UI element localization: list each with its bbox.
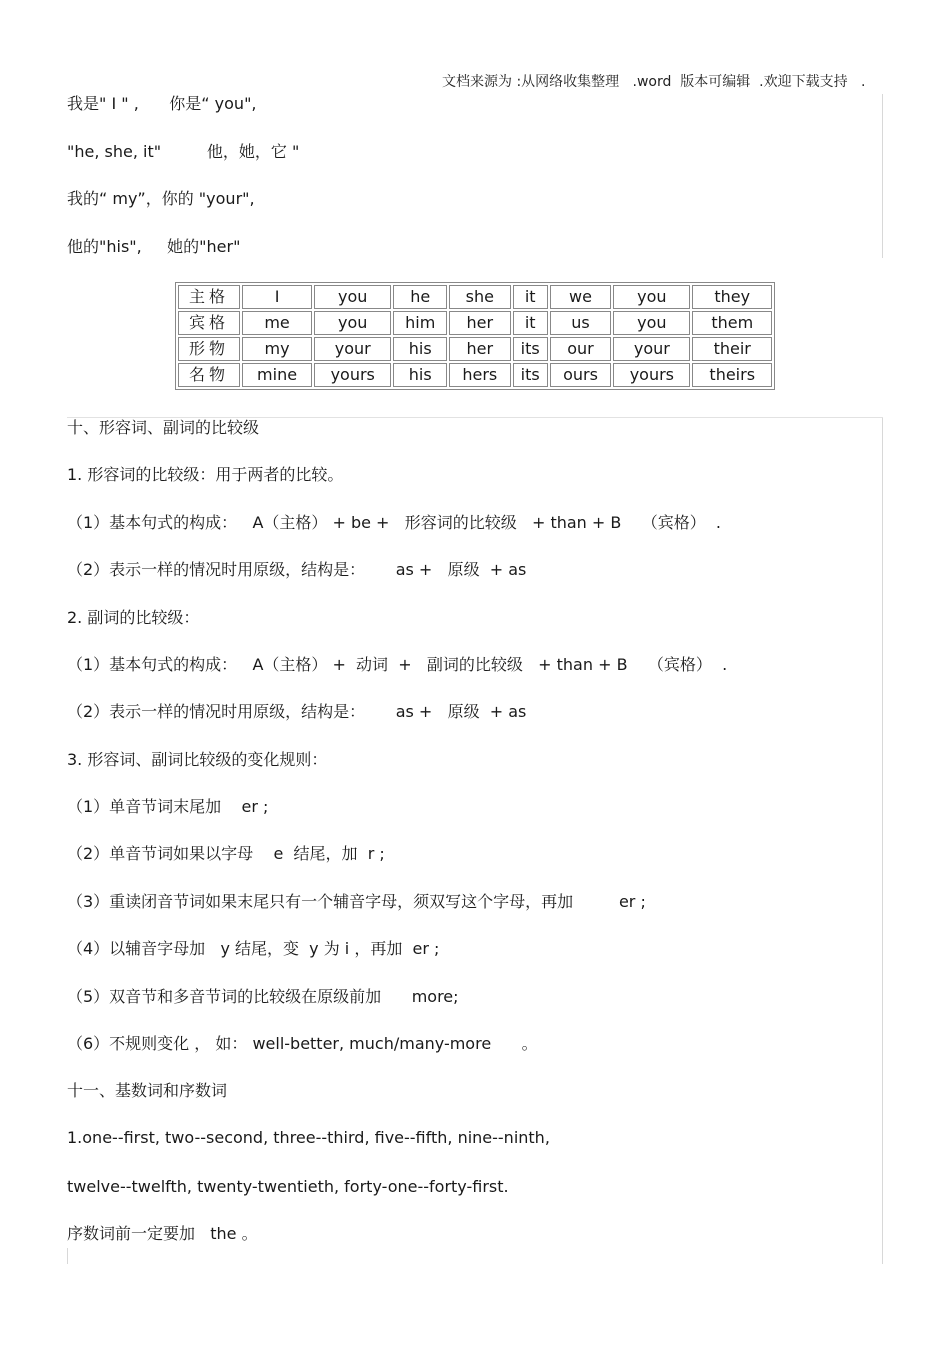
section-10-item-1-1: （1）基本句式的构成： A（主格） + be + 形容词的比较级 + than + B （宾格） . [67, 513, 721, 532]
table-cell: him [393, 311, 447, 335]
rule-5: （5）双音节和多音节词的比较级在原级前加 more; [67, 987, 459, 1006]
table-cell: your [613, 337, 690, 361]
intro-line-1: 我是" I " , 你是“ you", [67, 94, 257, 113]
section-10-item-2: 2. 副词的比较级： [67, 608, 200, 627]
table-cell: she [449, 285, 511, 309]
rule-4: （4）以辅音字母加 y 结尾，变 y 为 i ，再加 er ; [67, 939, 440, 958]
section-11-title: 十一、基数词和序数词 [67, 1081, 228, 1100]
row-label: 名物 [178, 363, 240, 387]
source-note: 文档来源为 :从网络收集整理 .word 版本可编辑 .欢迎下载支持 . [442, 74, 866, 90]
section-10-item-2-1: （1）基本句式的构成： A（主格） + 动词 + 副词的比较级 + than + B （宾格） . [67, 655, 728, 674]
row-label: 形物 [178, 337, 240, 361]
table-cell: me [242, 311, 312, 335]
table-cell: it [513, 285, 548, 309]
right-border-bottom [882, 418, 883, 1264]
section-11-item-2: 序数词前一定要加 the 。 [67, 1224, 258, 1243]
row-label: 主格 [178, 285, 240, 309]
table-cell: his [393, 337, 447, 361]
table-cell: his [393, 363, 447, 387]
table-cell: my [242, 337, 312, 361]
table-row [178, 363, 772, 387]
table-cell: yours [613, 363, 690, 387]
table-cell: you [613, 311, 690, 335]
table-cell: them [692, 311, 772, 335]
table-cell: mine [242, 363, 312, 387]
table-cell: you [613, 285, 690, 309]
table-cell: its [513, 363, 548, 387]
right-border-top [882, 94, 883, 258]
intro-line-2: "he, she, it" 他，她，它 " [67, 142, 300, 161]
table-cell: you [314, 285, 391, 309]
section-11-item-1b: twelve--twelfth, twenty-twentieth, forty-one--forty-first. [67, 1177, 509, 1196]
left-border-bottom [67, 1248, 68, 1264]
table-cell: her [449, 337, 511, 361]
table-row [178, 285, 772, 309]
table-cell: we [550, 285, 611, 309]
table-row [178, 311, 772, 335]
pronoun-table [175, 282, 775, 390]
table-cell: your [314, 337, 391, 361]
section-10-item-1-2: （2）表示一样的情况时用原级，结构是： as + 原级 + as [67, 560, 527, 579]
table-cell: he [393, 285, 447, 309]
table-cell: ours [550, 363, 611, 387]
row-label: 宾格 [178, 311, 240, 335]
table-cell: you [314, 311, 391, 335]
rule-1: （1）单音节词末尾加 er ; [67, 797, 269, 816]
section-10-title: 十、形容词、副词的比较级 [67, 418, 260, 437]
table-cell: I [242, 285, 312, 309]
intro-line-3: 我的“ my”，你的 "your", [67, 189, 255, 208]
table-cell: our [550, 337, 611, 361]
rule-2: （2）单音节词如果以字母 e 结尾，加 r ; [67, 844, 385, 863]
intro-line-4: 他的"his", 她的"her" [67, 237, 241, 256]
table-row [178, 337, 772, 361]
section-11-item-1a: 1.one--first, two--second, three--third, five--fifth, nine--ninth, [67, 1128, 550, 1147]
section-10-item-3: 3. 形容词、副词比较级的变化规则： [67, 750, 328, 769]
table-cell: yours [314, 363, 391, 387]
section-10-item-2-2: （2）表示一样的情况时用原级，结构是： as + 原级 + as [67, 702, 527, 721]
table-cell: it [513, 311, 548, 335]
table-cell: they [692, 285, 772, 309]
table-cell: hers [449, 363, 511, 387]
table-cell: us [550, 311, 611, 335]
section-10-item-1: 1. 形容词的比较级：用于两者的比较。 [67, 465, 344, 484]
table-cell: their [692, 337, 772, 361]
rule-3: （3）重读闭音节词如果末尾只有一个辅音字母，须双写这个字母，再加 er ; [67, 892, 646, 911]
table-cell: her [449, 311, 511, 335]
table-cell: theirs [692, 363, 772, 387]
rule-6: （6）不规则变化 ， 如： well-better, much/many-more 。 [67, 1034, 538, 1053]
table-cell: its [513, 337, 548, 361]
